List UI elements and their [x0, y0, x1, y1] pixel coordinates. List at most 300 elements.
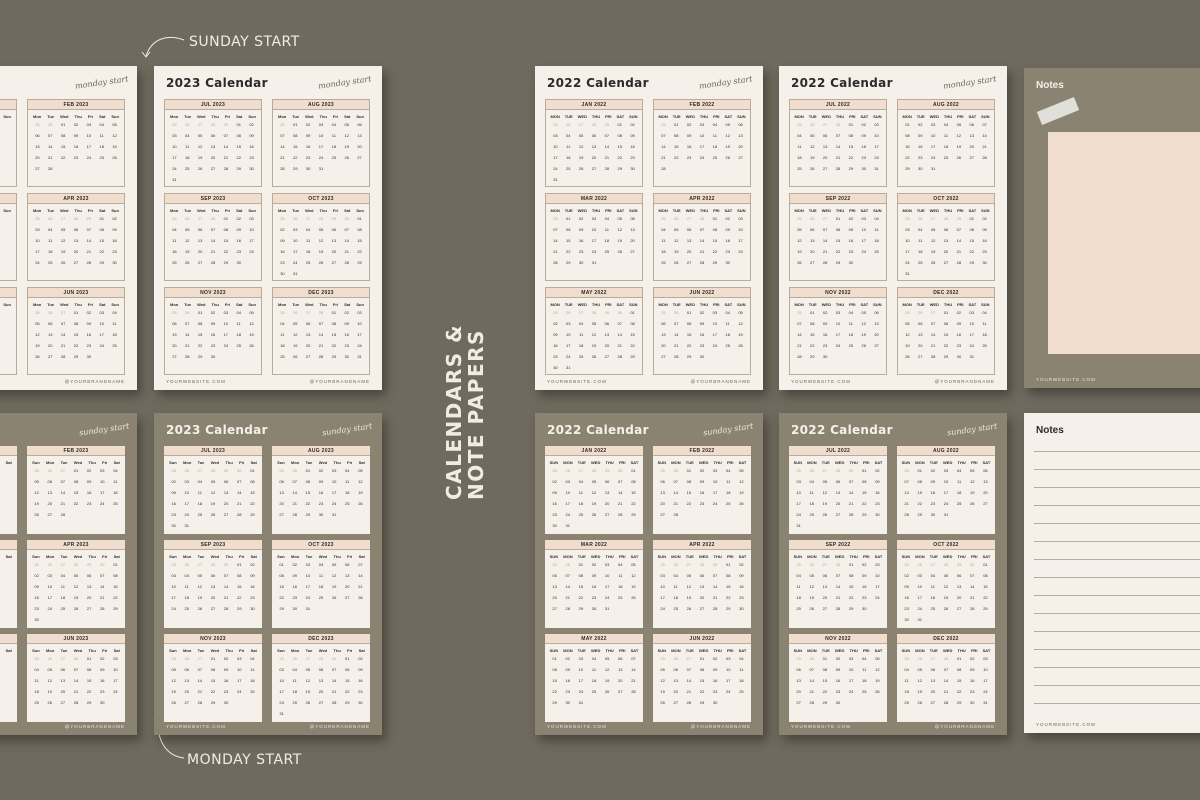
day-cell: 11	[904, 678, 909, 683]
day-cell: 13	[822, 144, 828, 149]
day-cell: 04	[739, 656, 744, 661]
day-cell: 12	[35, 332, 40, 337]
day-cell: 05	[591, 321, 597, 326]
day-cell: 03	[591, 216, 597, 221]
curved-arrow-icon	[140, 30, 186, 60]
month-block	[653, 446, 751, 534]
weekday-row	[654, 110, 750, 122]
day-cell: 11	[48, 238, 53, 243]
day-cell: 20	[673, 689, 678, 694]
day-cell: 25	[331, 155, 337, 160]
day-cell: 03	[930, 122, 936, 127]
day-cell: 17	[237, 678, 242, 683]
weekday-label: Sun	[248, 114, 256, 119]
day-cell: 21	[617, 343, 622, 348]
day-grid	[789, 468, 887, 528]
day-cell: 15	[617, 144, 622, 149]
brand-footer: @YOURBRANDNAME	[309, 379, 370, 384]
day-cell: 23	[223, 689, 229, 694]
day-cell: 17	[712, 332, 718, 337]
day-cell: 17	[113, 678, 118, 683]
prev-month-day: 29	[331, 656, 337, 661]
day-cell: 25	[318, 595, 324, 600]
day-cell: 09	[686, 133, 692, 138]
weekday-label: Sun	[111, 114, 119, 119]
day-cell: 01	[983, 562, 988, 567]
day-cell: 17	[660, 595, 665, 600]
weekday-label: SUN	[737, 208, 746, 213]
weekday-label: MON	[671, 554, 681, 559]
day-cell: 16	[344, 332, 349, 337]
day-cell: 26	[249, 343, 254, 348]
calendar-sheet	[535, 66, 763, 390]
brand-footer: @YOURBRANDNAME	[690, 724, 751, 729]
day-cell: 05	[293, 321, 298, 326]
day-cell: 24	[917, 606, 922, 611]
weekday-label: SUN	[657, 554, 667, 559]
prev-month-day: 27	[578, 122, 584, 127]
weekday-label: Thu	[319, 208, 327, 213]
day-cell: 05	[171, 667, 176, 672]
day-cell: 11	[318, 573, 324, 578]
day-cell: 17	[47, 595, 52, 600]
day-cell: 03	[660, 573, 665, 578]
day-cell: 12	[674, 238, 679, 243]
prev-month-day: 28	[73, 216, 79, 221]
day-cell: 31	[578, 700, 584, 705]
day-cell: 02	[699, 468, 705, 473]
day-cell: 07	[618, 479, 623, 484]
day-cell: 27	[73, 260, 79, 265]
day-cell: 29	[305, 512, 311, 517]
day-cell: 14	[809, 678, 814, 683]
day-grid	[898, 216, 994, 276]
weekday-label: Thu	[88, 460, 96, 465]
day-cell: 16	[875, 490, 880, 495]
prev-month-day: 26	[917, 656, 922, 661]
day-cell: 30	[725, 260, 730, 265]
day-cell: 17	[86, 144, 92, 149]
day-grid	[545, 656, 643, 705]
day-cell: 18	[712, 144, 718, 149]
weekday-label: TUE	[929, 460, 938, 465]
day-cell: 04	[661, 227, 666, 232]
day-cell: 02	[930, 468, 936, 473]
day-cell: 08	[552, 667, 557, 672]
day-cell: 07	[60, 479, 66, 484]
day-cell: 22	[552, 689, 557, 694]
day-cell: 21	[686, 689, 692, 694]
day-cell: 07	[617, 321, 622, 326]
day-cell: 29	[822, 700, 828, 705]
day-cell: 25	[943, 155, 949, 160]
day-cell: 06	[210, 133, 216, 138]
day-cell: 09	[86, 321, 92, 326]
day-cell: 18	[578, 343, 584, 348]
day-cell: 03	[279, 667, 284, 672]
day-cell: 08	[835, 227, 841, 232]
day-cell: 15	[835, 238, 841, 243]
month-block	[897, 446, 995, 534]
day-cell: 09	[725, 227, 730, 232]
day-cell: 07	[60, 321, 66, 326]
day-cell: 14	[237, 490, 242, 495]
day-cell: 25	[34, 700, 39, 705]
day-cell: 11	[99, 133, 104, 138]
weekday-row	[898, 110, 994, 122]
day-cell: 23	[318, 501, 324, 506]
day-cell: 15	[305, 490, 311, 495]
day-cell: 02	[236, 216, 241, 221]
month-header: APR 2022	[653, 540, 751, 550]
weekday-label: Thu	[74, 302, 82, 307]
start-script-label: monday start	[942, 74, 998, 91]
month-header	[0, 194, 16, 204]
weekday-label: Sat	[344, 208, 351, 213]
prev-month-day: 27	[60, 310, 66, 315]
day-grid	[164, 468, 262, 528]
day-cell: 29	[566, 260, 571, 265]
day-cell: 25	[60, 606, 66, 611]
month-block	[545, 540, 643, 628]
day-cell: 24	[591, 249, 597, 254]
weekday-label: Wed	[73, 648, 83, 653]
month-block	[0, 99, 17, 187]
day-cell: 10	[874, 133, 879, 138]
ruled-line	[1034, 613, 1200, 614]
prev-month-day: 26	[184, 656, 189, 661]
day-cell: 03	[905, 227, 910, 232]
day-cell: 08	[236, 133, 241, 138]
weekday-label: Thu	[88, 648, 96, 653]
day-cell: 22	[917, 501, 922, 506]
day-cell: 30	[112, 260, 117, 265]
day-cell: 02	[34, 573, 39, 578]
prev-month-day: 28	[699, 216, 705, 221]
day-cell: 04	[618, 562, 623, 567]
day-cell: 17	[223, 332, 229, 337]
weekday-label: Sun	[277, 460, 285, 465]
day-cell: 09	[918, 133, 923, 138]
day-cell: 27	[822, 166, 828, 171]
day-cell: 02	[100, 656, 105, 661]
weekday-label: Sun	[356, 208, 364, 213]
day-cell: 14	[930, 332, 936, 337]
day-cell: 23	[86, 343, 92, 348]
month-header: MAR 2022	[546, 194, 642, 204]
day-cell: 21	[604, 155, 610, 160]
day-cell: 01	[578, 562, 584, 567]
weekday-label: SUN	[981, 114, 990, 119]
prev-month-day: 26	[566, 122, 571, 127]
day-cell: 26	[578, 166, 584, 171]
day-cell: 20	[660, 501, 665, 506]
weekday-label: SAT	[724, 302, 733, 307]
weekday-label: Sat	[113, 460, 120, 465]
day-cell: 02	[904, 573, 909, 578]
month-header: APR 2023	[28, 194, 124, 204]
day-cell: 13	[60, 678, 66, 683]
prev-month-day: 29	[223, 122, 229, 127]
day-grid	[164, 562, 262, 611]
calendar-title: 2023 Calendar	[166, 423, 268, 437]
weekday-label: SAT	[738, 460, 747, 465]
day-cell: 09	[739, 573, 744, 578]
day-cell: 20	[73, 249, 79, 254]
day-cell: 13	[210, 144, 216, 149]
weekday-label: WED	[929, 208, 939, 213]
day-cell: 25	[280, 354, 285, 359]
prev-month-day: 27	[197, 562, 203, 567]
day-cell: 12	[930, 238, 936, 243]
weekday-label: THU	[835, 302, 845, 307]
day-cell: 10	[249, 227, 254, 232]
day-cell: 18	[848, 332, 854, 337]
weekday-label: THU	[943, 114, 953, 119]
day-cell: 29	[331, 354, 337, 359]
day-cell: 28	[797, 354, 802, 359]
month-block	[272, 287, 370, 375]
prev-month-day: 27	[686, 656, 692, 661]
calendar-sheet	[154, 66, 382, 390]
day-cell: 29	[862, 512, 867, 517]
day-cell: 21	[60, 501, 66, 506]
day-cell: 19	[185, 249, 190, 254]
weekday-label: MON	[671, 460, 681, 465]
day-cell: 11	[578, 490, 583, 495]
day-cell: 28	[835, 606, 841, 611]
day-cell: 12	[810, 144, 815, 149]
day-cell: 23	[305, 155, 311, 160]
notes-title: Notes	[1036, 80, 1064, 91]
weekday-label: Tue	[305, 460, 313, 465]
month-block	[272, 540, 370, 628]
day-cell: 09	[100, 667, 105, 672]
day-cell: 26	[660, 700, 665, 705]
weekday-label: Tue	[184, 114, 192, 119]
day-cell: 24	[712, 501, 718, 506]
day-cell: 03	[318, 122, 324, 127]
day-cell: 08	[345, 667, 350, 672]
day-cell: 25	[578, 512, 584, 517]
day-cell: 27	[197, 260, 203, 265]
day-cell: 07	[809, 667, 814, 672]
day-cell: 05	[797, 227, 802, 232]
day-grid	[28, 216, 124, 265]
day-cell: 13	[930, 678, 936, 683]
weekday-label: FRI	[713, 302, 720, 307]
month-header: SEP 2022	[789, 540, 887, 550]
weekday-label: WED	[943, 554, 953, 559]
weekday-label: SUN	[901, 554, 911, 559]
day-cell: 08	[237, 573, 242, 578]
month-header: NOV 2022	[789, 634, 887, 644]
day-cell: 18	[725, 332, 730, 337]
prev-month-day: 25	[171, 468, 176, 473]
prev-month-day: 27	[60, 468, 66, 473]
day-cell: 28	[292, 512, 297, 517]
weekday-label: Wed	[305, 208, 314, 213]
day-cell: 08	[197, 321, 203, 326]
day-cell: 08	[73, 479, 79, 484]
day-cell: 24	[565, 512, 570, 517]
day-cell: 01	[197, 310, 203, 315]
day-cell: 16	[171, 501, 176, 506]
day-cell: 11	[250, 667, 255, 672]
weekday-label: THU	[849, 648, 858, 653]
day-cell: 10	[99, 321, 104, 326]
day-cell: 18	[292, 689, 297, 694]
day-cell: 01	[345, 656, 350, 661]
day-cell: 03	[223, 310, 229, 315]
day-cell: 17	[905, 249, 910, 254]
day-cell: 14	[982, 133, 987, 138]
weekday-label: Fri	[102, 460, 108, 465]
day-cell: 19	[34, 501, 39, 506]
calendar-sheet	[779, 66, 1007, 390]
day-cell: 31	[318, 166, 324, 171]
day-cell: 13	[918, 332, 923, 337]
day-cell: 22	[943, 343, 949, 348]
prev-month-day: 26	[293, 310, 298, 315]
day-cell: 10	[905, 238, 910, 243]
month-block	[0, 287, 17, 375]
weekday-label: Tue	[305, 554, 313, 559]
day-cell: 07	[100, 573, 105, 578]
prev-month-day: 29	[956, 216, 962, 221]
month-header	[0, 634, 17, 644]
day-cell: 24	[100, 501, 105, 506]
day-cell: 14	[553, 238, 558, 243]
day-cell: 06	[357, 122, 362, 127]
day-cell: 04	[280, 321, 285, 326]
weekday-label: TUE	[916, 208, 925, 213]
day-cell: 26	[344, 155, 349, 160]
day-cell: 10	[172, 144, 177, 149]
day-cell: 25	[113, 501, 118, 506]
day-cell: 30	[318, 512, 324, 517]
day-cell: 17	[796, 501, 801, 506]
day-cell: 04	[250, 656, 255, 661]
day-cell: 08	[699, 667, 705, 672]
vertical-title-line-1: CALENDARS &	[442, 323, 466, 500]
day-cell: 13	[197, 238, 203, 243]
day-cell: 15	[345, 678, 350, 683]
day-cell: 17	[565, 501, 570, 506]
day-cell: 12	[861, 321, 866, 326]
day-cell: 27	[835, 512, 841, 517]
weekday-label: TUE	[821, 648, 830, 653]
day-cell: 26	[674, 260, 679, 265]
day-cell: 23	[918, 155, 923, 160]
month-block	[545, 99, 643, 187]
weekday-label: Mon	[278, 208, 287, 213]
day-cell: 11	[566, 144, 571, 149]
day-cell: 20	[810, 249, 815, 254]
weekday-row	[654, 298, 750, 310]
month-header: JUL 2023	[165, 100, 261, 110]
month-header: AUG 2022	[898, 100, 994, 110]
day-cell: 25	[48, 260, 53, 265]
day-cell: 11	[809, 490, 814, 495]
weekday-label: Sun	[356, 114, 364, 119]
day-cell: 31	[172, 177, 177, 182]
prev-month-day: 25	[172, 216, 177, 221]
prev-month-day: 25	[552, 468, 557, 473]
day-cell: 01	[699, 656, 705, 661]
weekday-row	[789, 456, 887, 468]
day-cell: 15	[862, 490, 867, 495]
day-cell: 10	[331, 479, 337, 484]
day-cell: 23	[712, 689, 718, 694]
day-cell: 13	[318, 678, 324, 683]
day-cell: 20	[822, 155, 828, 160]
day-cell: 23	[861, 155, 866, 160]
weekday-label: SAT	[724, 208, 733, 213]
day-cell: 27	[918, 354, 923, 359]
day-cell: 03	[305, 562, 311, 567]
day-cell: 23	[699, 343, 705, 348]
day-cell: 19	[956, 144, 962, 149]
day-cell: 07	[280, 133, 285, 138]
day-cell: 01	[943, 310, 949, 315]
day-cell: 06	[604, 321, 610, 326]
day-cell: 08	[917, 479, 922, 484]
day-cell: 28	[553, 260, 558, 265]
day-cell: 13	[331, 238, 337, 243]
day-cell: 15	[822, 678, 828, 683]
day-cell: 27	[943, 260, 949, 265]
day-cell: 16	[249, 144, 254, 149]
weekday-row	[897, 456, 995, 468]
day-cell: 01	[293, 122, 298, 127]
website-footer: YOURWEBSITE.COM	[166, 379, 226, 384]
weekday-row	[0, 644, 17, 656]
month-header: FEB 2022	[654, 100, 750, 110]
day-cell: 15	[686, 332, 692, 337]
day-cell: 11	[579, 332, 584, 337]
weekday-label: THU	[605, 460, 614, 465]
day-cell: 28	[185, 354, 190, 359]
weekday-label: Fri	[224, 208, 231, 213]
day-cell: 04	[292, 667, 297, 672]
weekday-label: Sat	[99, 114, 106, 119]
day-grid	[272, 468, 370, 517]
weekday-label: SAT	[982, 648, 991, 653]
month-header: SEP 2022	[790, 194, 886, 204]
day-cell: 14	[699, 238, 705, 243]
day-cell: 03	[712, 468, 718, 473]
website-footer: YOURWEBSITE.COM	[791, 379, 851, 384]
prev-month-day: 26	[674, 310, 679, 315]
day-cell: 15	[905, 144, 910, 149]
month-block	[27, 193, 125, 281]
day-cell: 16	[565, 678, 570, 683]
day-cell: 16	[86, 490, 92, 495]
day-cell: 27	[983, 501, 988, 506]
prev-month-day: 25	[280, 216, 285, 221]
day-cell: 02	[249, 122, 254, 127]
day-cell: 06	[983, 468, 988, 473]
day-cell: 19	[604, 678, 610, 683]
weekday-label: TUE	[564, 114, 573, 119]
month-block	[653, 193, 751, 281]
day-cell: 15	[983, 584, 988, 589]
day-cell: 19	[331, 584, 337, 589]
day-grid	[898, 122, 994, 171]
day-cell: 10	[835, 321, 841, 326]
day-cell: 17	[874, 144, 879, 149]
